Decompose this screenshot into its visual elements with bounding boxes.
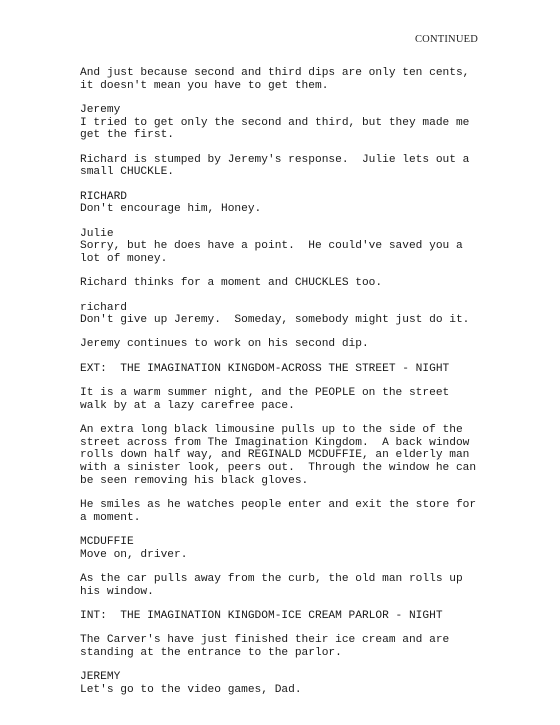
- character-name: richard: [80, 301, 127, 314]
- character-name: Jeremy: [80, 103, 121, 116]
- dialogue-block: [80, 191, 500, 216]
- character-name: MCDUFFIE: [80, 536, 134, 548]
- action-line: walk by at a lazy carefree pace.: [80, 399, 295, 412]
- dialogue-block: [80, 671, 500, 696]
- action-line: An extra long black limousine pulls up to the side of the: [80, 424, 463, 437]
- scene-heading-line: EXT: THE IMAGINATION KINGDOM-ACROSS THE STREET - NIGHT: [80, 362, 450, 375]
- dialogue-line: get the first.: [80, 129, 174, 142]
- dialogue-block: [80, 228, 500, 266]
- dialogue-line: it doesn't mean you have to get them.: [80, 79, 329, 92]
- dialogue-line: Move on, driver.: [80, 548, 188, 561]
- action-block: [80, 424, 500, 487]
- dialogue-line: Don't give up Jeremy. Someday, somebody might just do it.: [80, 314, 470, 327]
- dialogue-block: [80, 302, 500, 327]
- action-block: [80, 573, 500, 598]
- action-line: The Carver's have just finished their ice cream and are: [80, 634, 450, 647]
- scene-heading: [80, 363, 500, 376]
- character-name: Julie: [80, 227, 114, 240]
- action-line: a moment.: [80, 511, 141, 524]
- dialogue-line: And just because second and third dips are only ten cents,: [80, 67, 470, 79]
- scene-heading-line: INT: THE IMAGINATION KINGDOM-ICE CREAM PARLOR - NIGHT: [80, 609, 443, 622]
- action-line: rolls down half way, and REGINALD MCDUFFIE, an elderly man: [80, 449, 470, 462]
- action-block: [80, 499, 500, 524]
- dialogue-block: [80, 104, 500, 142]
- action-line: his window.: [80, 585, 154, 598]
- dialogue-line: Don't encourage him, Honey.: [80, 203, 262, 216]
- scene-heading: [80, 610, 500, 623]
- action-line: Richard thinks for a moment and CHUCKLES too.: [80, 277, 383, 290]
- action-line: Jeremy continues to work on his second dip.: [80, 338, 369, 351]
- action-block: [80, 154, 500, 179]
- action-line: small CHUCKLE.: [80, 166, 174, 179]
- script-body: [80, 67, 500, 708]
- action-line: with a sinister look, peers out. Through the window he can: [80, 462, 477, 475]
- dialogue-block: [80, 536, 500, 561]
- action-line: street across from The Imagination Kingdom. A back window: [80, 436, 470, 449]
- dialogue-line: lot of money.: [80, 252, 168, 265]
- action-block: [80, 634, 500, 659]
- action-block: [80, 277, 500, 290]
- action-line: He smiles as he watches people enter and exit the store for: [80, 499, 477, 512]
- action-block: [80, 387, 500, 412]
- action-line: Richard is stumped by Jeremy's response. Julie lets out a: [80, 153, 470, 166]
- action-line: As the car pulls away from the curb, the old man rolls up: [80, 572, 463, 585]
- dialogue-line: Sorry, but he does have a point. He could've saved you a: [80, 240, 463, 253]
- action-line: standing at the entrance to the parlor.: [80, 646, 342, 659]
- dialogue-block: [80, 67, 500, 92]
- character-name: JEREMY: [80, 671, 121, 684]
- action-block: [80, 338, 500, 351]
- action-line: It is a warm summer night, and the PEOPLE on the street: [80, 387, 450, 400]
- dialogue-line: Let's go to the video games, Dad.: [80, 683, 302, 696]
- character-name: RICHARD: [80, 190, 127, 203]
- continued-marker: CONTINUED: [414, 34, 478, 45]
- dialogue-line: I tried to get only the second and third, but they made me: [80, 116, 470, 129]
- action-line: be seen removing his black gloves.: [80, 474, 309, 487]
